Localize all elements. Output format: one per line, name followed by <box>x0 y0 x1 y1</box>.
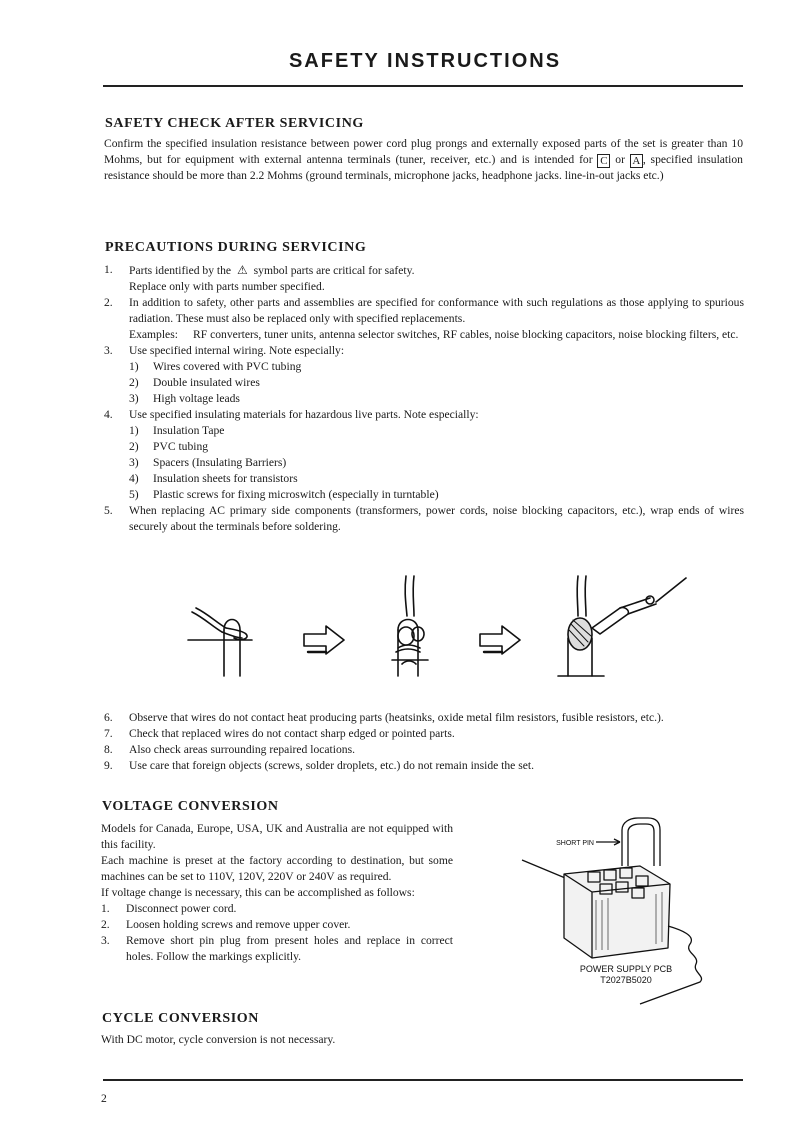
sub-item <box>129 471 479 487</box>
step-number: 2. <box>101 918 110 931</box>
item4-text: Use specified insulating materials for hazardous live parts. Note especially: <box>129 408 479 421</box>
sub-text: Spacers (Insulating Barriers) <box>153 456 287 469</box>
voltage-text <box>101 821 453 965</box>
soldering-figure <box>558 576 686 676</box>
item3-text: Use specified internal wiring. Note especially: <box>129 344 345 357</box>
item-body <box>129 295 744 343</box>
voltage-p1: Models for Canada, Europe, USA, UK and Australia are not equipped with this facility. <box>101 822 453 851</box>
sub-number: 1) <box>129 424 139 437</box>
item-number: 8. <box>104 743 113 756</box>
page-title: SAFETY INSTRUCTIONS <box>288 50 562 72</box>
item-body <box>129 343 344 407</box>
short-pin-label: SHORT PIN <box>556 840 594 847</box>
sub-text: PVC tubing <box>153 440 209 453</box>
bottom-rule <box>103 1079 743 1081</box>
list-item <box>101 933 453 965</box>
item1-text-a: Parts identified by the <box>129 264 232 277</box>
pcb-code: T2027B5020 <box>600 975 652 985</box>
list-item <box>104 503 744 535</box>
voltage-p3: If voltage change is necessary, this can be accomplished as follows: <box>101 886 415 899</box>
step-text: Remove short pin plug from present holes and replace in correct holes. Follow the markings explicitly. <box>126 934 453 963</box>
or-word: or <box>615 153 625 166</box>
safety-check-text-part2: , specified insulation resistance should be more than 2.2 Mohms (ground terminals, microphone jacks, headphone jacks. line-in-out jacks etc.) <box>104 153 743 182</box>
wire-hook-figure <box>188 608 252 676</box>
sub-text: High voltage leads <box>153 392 240 405</box>
item-text: Also check areas surrounding repaired locations. <box>129 743 355 756</box>
sub-item <box>129 391 344 407</box>
list-item <box>104 758 754 774</box>
safety-check-text-part1: Confirm the specified insulation resistance between power cord plug prongs and externally exposed parts of the set is greater than 10 Mohms, but for equipment with external antenna terminals (tuner, receiver, etc.) and is intended for <box>104 137 743 166</box>
item-text: Observe that wires do not contact heat producing parts (heatsinks, oxide metal film resistors, fusible resistors, etc.). <box>129 711 664 724</box>
sub-number: 1) <box>129 360 139 373</box>
item5-text: When replacing AC primary side components (transformers, power cords, noise blocking capacitors, etc.), wrap ends of wires securely about the terminals before soldering. <box>129 504 744 533</box>
step-text: Loosen holding screws and remove upper cover. <box>126 918 351 931</box>
list-item <box>104 726 754 742</box>
list-item <box>104 742 754 758</box>
step-number: 1. <box>101 902 110 915</box>
item-number: 4. <box>104 408 113 421</box>
item-number: 3. <box>104 344 113 357</box>
sub-text: Double insulated wires <box>153 376 260 389</box>
sub-item <box>129 439 479 455</box>
list-item <box>101 901 453 917</box>
wire-wrap-figure <box>392 576 428 676</box>
cycle-heading: CYCLE CONVERSION <box>102 1011 260 1026</box>
sub-text: Plastic screws for fixing microswitch (especially in turntable) <box>153 488 439 501</box>
item1-text-b: symbol parts are critical for safety. <box>253 264 415 277</box>
class-a-box: A <box>630 154 643 168</box>
wire-soldering-illustration <box>180 572 700 706</box>
sub-number: 2) <box>129 440 139 453</box>
precautions-heading: PRECAUTIONS DURING SERVICING <box>105 240 367 255</box>
class-c-box: C <box>597 154 610 168</box>
item1-line2: Replace only with parts number specified. <box>129 280 325 293</box>
item-text: Use care that foreign objects (screws, solder droplets, etc.) do not remain inside the set. <box>129 759 535 772</box>
warning-triangle-icon: ⚠ <box>236 263 248 277</box>
step-number: 3. <box>101 934 110 947</box>
item2-text: In addition to safety, other parts and assemblies are specified for conformance with such regulations as those applying to spurious radiation. These must also be replaced only with specified replacements. <box>129 296 744 325</box>
sub-number: 5) <box>129 488 139 501</box>
right-arrow-icon <box>304 626 344 654</box>
item-body <box>129 262 415 295</box>
sub-text: Wires covered with PVC tubing <box>153 360 302 373</box>
sub-number: 4) <box>129 472 139 485</box>
sub-number: 3) <box>129 392 139 405</box>
list-item <box>104 295 744 343</box>
page-number: 2 <box>101 1092 107 1105</box>
sub-text: Insulation sheets for transistors <box>153 472 298 485</box>
safety-check-heading: SAFETY CHECK AFTER SERVICING <box>105 116 364 131</box>
item-number: 1. <box>104 263 113 276</box>
list-item <box>104 343 744 407</box>
voltage-heading: VOLTAGE CONVERSION <box>102 799 279 814</box>
right-arrow-icon <box>480 626 520 654</box>
safety-check-text <box>104 136 743 184</box>
sub-item <box>129 455 479 471</box>
precautions-list <box>104 262 744 535</box>
sub-item <box>129 423 479 439</box>
pcb-label: POWER SUPPLY PCB <box>579 964 673 974</box>
top-rule <box>103 85 743 87</box>
list-item <box>101 917 453 933</box>
sub-item <box>129 375 344 391</box>
item-body <box>129 407 479 503</box>
sub-text: Insulation Tape <box>153 424 225 437</box>
sub-item <box>129 359 344 375</box>
item-number: 6. <box>104 711 113 724</box>
step-text: Disconnect power cord. <box>126 902 237 915</box>
precautions-list-continued <box>104 710 754 774</box>
item-number: 2. <box>104 296 113 309</box>
examples-label: Examples: <box>129 328 178 341</box>
item-number: 7. <box>104 727 113 740</box>
item-number: 5. <box>104 504 113 517</box>
voltage-p2: Each machine is preset at the factory according to destination, but some machines can be set to 110V, 120V, 220V or 240V as required. <box>101 854 453 883</box>
sub-number: 3) <box>129 456 139 469</box>
examples-text: RF converters, tuner units, antenna selector switches, RF cables, noise blocking capacitors, noise blocking filters, etc. <box>193 328 739 341</box>
cycle-text: With DC motor, cycle conversion is not necessary. <box>101 1033 336 1046</box>
sub-item <box>129 487 479 503</box>
list-item <box>104 407 744 503</box>
list-item <box>104 262 744 295</box>
sub-number: 2) <box>129 376 139 389</box>
item-text: Check that replaced wires do not contact sharp edged or pointed parts. <box>129 727 455 740</box>
list-item <box>104 710 754 726</box>
voltage-selector-diagram <box>500 810 720 1006</box>
item-number: 9. <box>104 759 113 772</box>
